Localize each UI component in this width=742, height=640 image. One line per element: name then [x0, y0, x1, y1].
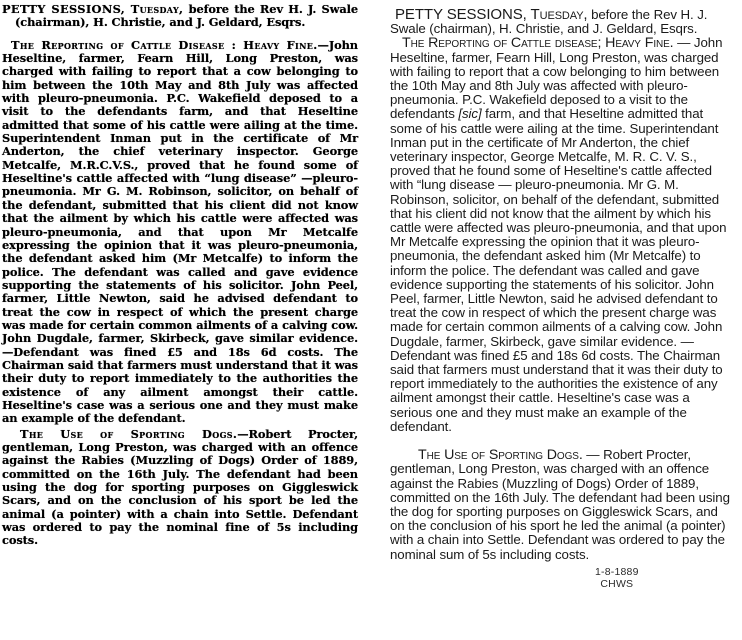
- sic-annotation: [sic]: [458, 106, 482, 122]
- transcription-paragraph-sessions-text: before the Rev H. J. Swale (chairman), H. Christie, and J. Geldard, Esqrs.: [390, 7, 708, 37]
- transcriber-initials: CHWS: [600, 578, 634, 591]
- scan-paragraph-cattle-disease: [2, 39, 358, 426]
- scan-paragraph-sporting-dogs-text: —Robert Procter, gentleman, Long Preston, was charged with an offence against the Rabies (Muzzling of Dogs) Order of 1889, committed on the 16th July. The defendant had been using the dog for sporting purposes on Giggleswick Scars, and on the conclusion of his sport be led the animal (a pointer) with a chain into Settle. Defendant was ordered to pay the nominal fine of 5s including costs.: [2, 426, 358, 548]
- scan-paragraph-cattle-disease-text: —John Heseltine, farmer, Fearn Hill, Long Preston, was charged with failing to report that a cow belonging to him between the 10th May and 8th July was affected with pleuro-pneumonia. P.C. Wakefield deposed to a visit to the defendants farm, and that Heseltine admitted that some of his cattle were ailing at the time. Superintendent Inman put in the certificate of Mr Anderton, the chief veterinary inspector. George Metcalfe, M.R.C.V.S., proved that he found some of Heseltine's cattle affected with “lung disease” —pleuro-pneumonia. Mr G. M. Robinson, solicitor, on behalf of the defendant, submitted that his client did not know that the ailment by which his cattle were affected was pleuro-pneumonia, and that upon Mr Metcalfe expressing the opinion that it was pleuro-pneumonia, the defendant asked him (Mr Metcalfe) to inform the police. The defendant was called and gave evidence supporting the statements of his solicitor. John Peel, farmer, Little Newton, said he advised defendant to treat the cow in respect of which the present charge was made for certain common ailments of a calving cow. John Dugdale, farmer, Skirbeck, gave similar evidence.—Defendant was fined £5 and 18s 6d costs. The Chairman said that farmers must understand that it was their duty to report immediately to the authorities the existence of any ailment amongst their cattle. Heseltine's case was a serious one and they must make an example of the defendant.: [2, 37, 358, 426]
- scan-paragraph-sessions: [2, 3, 358, 30]
- scan-paragraph-sessions-text: before the Rev H. J. Swale (chairman), H. Christie, and J. Geldard, Esqrs.: [15, 2, 358, 30]
- transcription-cattle-disease-text-b: farm, and that Heseltine admitted that some of his cattle were ailing at the time. Superintendant Inman put in the certificate of Mr Anderton, the chief veterinary inspector, George Metcalfe, M. R. C. V. S., proved that he found some of Heseltine's cattle affected with “lung disease — pleuro-pneumonia. Mr G. M. Robinson, solicitor, on behalf of the defendant, submitted that his client did not know that the ailment by which his cattle were affected was pleuro-pneumonia, and that upon Mr Metcalfe expressing the opinion that it was pleuro-pneumonia, the defendant asked him (Mr Metcalfe) to inform the police. The defendant was called and gave evidence supporting the statements of his solicitor. John Peel, farmer, Little Newton, said he advised defendant to treat the cow in respect of which the present charge was made for certain common ailments of a calving cow. John Dugdale, farmer, Skirbeck, gave similar evidence. — Defendant was fined £5 and 18s 6d costs. The Chairman said that farmers must understand that it was their duty to report immediately to the authorities the existence of any ailment amongst their cattle. Heseltine's case was a serious one and they must make an example of the defendant.: [390, 106, 727, 434]
- scan-heading-cattle-disease: The Reporting of Cattle Disease : Heavy Fine.: [11, 37, 318, 52]
- transcription-sporting-dogs-text: — Robert Procter, gentleman, Long Preston, was charged with an offence against the Rabies (Muzzling of Dogs) Order of 1889, committed on the 16th July. The defendant had been using the dog for sporting purposes on Giggleswick Scars, and on the conclusion of his sport he led the animal (a pointer) with a chain into Settle. Defendant was ordered to pay the nominal sum of 5s including costs.: [390, 447, 730, 562]
- transcription-column: [371, 0, 742, 640]
- transcription-paragraph-cattle-disease: [390, 36, 734, 434]
- transcription-heading-sporting-dogs: The Use of Sporting Dogs.: [418, 447, 583, 464]
- transcription-paragraph-sessions: [390, 8, 734, 36]
- scan-paragraph-sporting-dogs: [2, 428, 358, 548]
- transcription-heading-cattle-disease: The Reporting of Cattle disease; Heavy Fine.: [402, 35, 674, 52]
- scan-heading-sporting-dogs: The Use of Sporting Dogs.: [20, 426, 238, 441]
- transcription-cattle-disease-text-a: — John Heseltine, farmer, Fearn Hill, Long Preston, was charged with failing to report that a cow belonging to him between the 10th May and 8th July was affected with pleuro-pneumonia. P.C. Wakefield deposed to a visit to the defendants: [390, 35, 723, 122]
- transcription-heading-petty-sessions: PETTY SESSIONS, Tuesday,: [395, 6, 588, 23]
- transcription-paragraph-sporting-dogs: [390, 448, 734, 562]
- transcription-footer: [595, 566, 639, 591]
- article-date: 1-8-1889: [595, 565, 639, 578]
- scan-heading-petty-sessions: PETTY SESSIONS, Tuesday,: [2, 2, 184, 16]
